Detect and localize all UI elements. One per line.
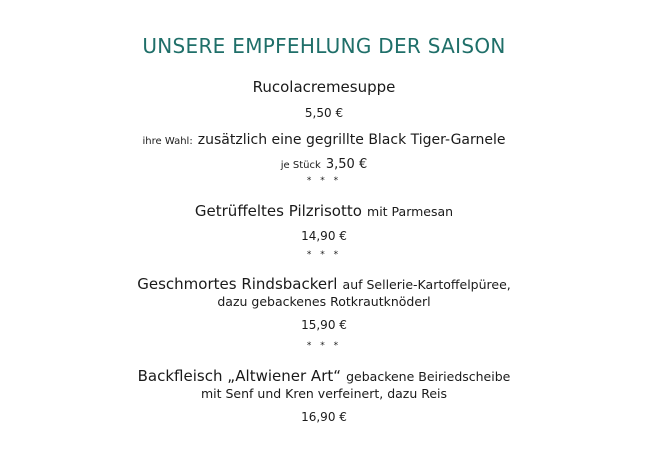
separator-1: * * * (306, 176, 342, 186)
option-price: 3,50 € (325, 157, 368, 172)
dish-name-rindsbackerl: Geschmortes Rindsbackerl (137, 275, 338, 293)
dish-rindsbackerl (0, 274, 648, 293)
separator-2: * * * (306, 250, 342, 260)
soup-option (0, 129, 648, 148)
page-title: UNSERE EMPFEHLUNG DER SAISON (142, 34, 506, 58)
price-backfleisch: 16,90 € (301, 410, 347, 424)
dish-desc-rindsbackerl-2: dazu gebackenes Rotkrautknöderl (217, 294, 431, 309)
dish-desc-risotto: mit Parmesan (367, 204, 454, 219)
dish-backfleisch (0, 366, 648, 385)
dish-desc-rindsbackerl-1: auf Sellerie-Kartoffelpüree, (342, 277, 511, 292)
price-rindsbackerl: 15,90 € (301, 318, 347, 332)
option-price-prefix: je Stück (280, 160, 321, 171)
price-risotto: 14,90 € (301, 229, 347, 243)
separator-3: * * * (306, 341, 342, 351)
option-text: zusätzlich eine gegrillte Black Tiger-Garnele (197, 132, 506, 148)
dish-desc-backfleisch-1: gebackene Beiriedscheibe (346, 369, 511, 384)
price-soup: 5,50 € (304, 106, 344, 120)
dish-desc-backfleisch-2: mit Senf und Kren verfeinert, dazu Reis (200, 386, 448, 401)
soup-option-price (0, 153, 648, 172)
option-prefix: ihre Wahl: (142, 136, 193, 147)
dish-name-soup: Rucolacremesuppe (252, 78, 396, 96)
dish-name-risotto: Getrüffeltes Pilzrisotto (194, 202, 362, 220)
dish-name-backfleisch: Backfleisch „Altwiener Art“ (137, 367, 342, 385)
dish-risotto (0, 201, 648, 220)
